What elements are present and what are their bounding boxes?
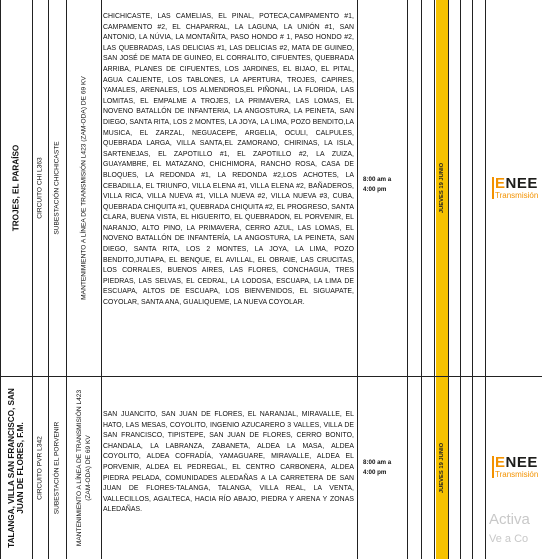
- grid-line: [472, 0, 473, 559]
- sector-cell: [0, 376, 32, 559]
- circuit-cell: [32, 376, 48, 559]
- schedule-date: JUEVES 19 JUNIO: [439, 442, 445, 493]
- logo-accent-bar: [492, 456, 494, 478]
- affected-places: SAN JUANCITO, SAN JUAN DE FLORES, EL NARANJAL, MIRAVALLE, EL HATO, LAS MESAS, COYOLITO, INGENIO AZUCARERO 3 VALLES, VILLA DE SAN FRANCISCO, TIPISTEPE, SAN JUAN DE FLORES, CERRO BONITO, CHANDALA, LA LABRANZA, ZABANETA, ALDEA LA MASA, ALDEA COYOLITO, ALDEA COFRADÍA, YAMAGUARE, MIRAVALLE, ALDEA EL PORVENIR, ALDEA EL PEDREGAL, EL CENTRO CARBONERA, ALDEA PIEDRA PELADA, COMUNIDADES ALEDAÑAS A LA CARRETERA DE SAN JUAN DE FLORES-TALANGA, TALANGA, VILLA REAL, LA VENTA, VALLECILLOS, AGALTECA, HACIA RÍO ABAJO, PIEDRA Y ARENA Y ZONAS ALEDAÑAS.: [103, 411, 354, 514]
- maintenance-description: MANTENIMIENTO A LÍNEA DE TRANSMISIÓN L423 (ZAM-ODA) DE 69 KV: [75, 389, 92, 546]
- grid-line: [48, 0, 49, 559]
- sector-name: TROJES, EL PARAÍSO: [11, 144, 21, 232]
- grid-line: [407, 0, 408, 559]
- circuit-name: CIRCUITO CHI L363: [36, 157, 44, 219]
- grid-line: [448, 0, 449, 559]
- schedule-date: JUEVES 19 JUNIO: [439, 162, 445, 214]
- date-column: [436, 376, 448, 559]
- substation-cell: [48, 376, 66, 559]
- sector-cell: [0, 0, 32, 376]
- activation-watermark-subtext: Ve a Co: [489, 533, 529, 545]
- circuit-name: CIRCUITO PVR L342: [36, 435, 44, 500]
- logo-wordmark: ENEE: [495, 175, 538, 192]
- date-column: [436, 0, 448, 376]
- row-divider: [0, 376, 542, 377]
- grid-line: [421, 0, 422, 559]
- logo-subtitle: Transmisión: [495, 470, 539, 479]
- maintenance-description: MANTENIMIENTO A LÍNEA DE TRANSMISIÓN L423 (ZAM-ODA) DE 69 KV: [80, 76, 87, 300]
- grid-line: [32, 0, 33, 559]
- logo-subtitle: Transmisión: [495, 191, 539, 200]
- logo-wordmark: ENEE: [495, 454, 538, 471]
- grid-line: [357, 0, 358, 559]
- schedule-time: 8:00 am a 4:00 pm: [363, 459, 392, 476]
- grid-line: [485, 0, 486, 559]
- grid-line: [460, 0, 461, 559]
- logo-accent-bar: [492, 177, 494, 199]
- grid-line: [434, 0, 435, 559]
- grid-line: [66, 0, 67, 559]
- enee-transmision-logo: [495, 177, 538, 200]
- substation-name: SUBESTACIÓN CHICHICASTE: [53, 141, 61, 235]
- grid-line: [0, 0, 1, 559]
- substation-cell: [48, 0, 66, 376]
- substation-name: SUBESTACIÓN EL PORVENIR: [53, 421, 61, 514]
- schedule-time: 8:00 am a 4:00 pm: [363, 176, 392, 193]
- enee-transmision-logo: [495, 456, 538, 479]
- affected-places: CHICHICASTE, LAS CAMELIAS, EL PINAL, POTECA,CAMPAMENTO #1, CAMPAMENTO #2, EL CHAPARRAL, LA LAGUNA, LA UNIÓN #1, SAN ANTONIO, LA NÚVIA, LA MONTAÑITA, PASO HONDO # 1, PASO HONDO #2, LAS QUEBRADAS, LAS DELICIAS #1, LAS DELICIAS #2, MATA DE GUINEO, SAN JOSÉ DE MATA DE GUINEO, EL CORRALITO, CIFUENTES, QUEBRADA ARRIBA, PLANES DE CIFUENTES, LOS JARDINES, EL BIJAO, EL PITAL, AGUA CALIENTE, LOS TABLONES, LA APERTURA, TROJES, CAPIRES, YAMALES, ARENALES, LOS ALMENDROS,EL PIÑONAL, LA FLORIDA, LAS LOMITAS, EL EMPALME A TROJES, LA PRIMAVERA, LAS LOMAS, EL NOVENO BATALLÓN DE INFANTERIA, LA ANGOSTURA, LA PEINETA, SAN DIEGO, SANTA RITA, LOS 2 MONTES, LA JOYA, LA LIMA, POZO BENDITO,LA MUSICA, EL ZARZAL, NEGUACEPE, ARGELIA, OCULI, CALPULES, QUEBRADA LARGA, VILLA SANTA,EL ZAMORANO, CHIRINAS, LA ISLA, SARTENEJAS, EL ZAPOTILLO #1, EL ZAPOTILLO #2, LA ZUIZA, GUAYAMBRE, EL MATAZANO, CHICHIMORA, RANCHO ROSA, CASA DE BLOQUES, LA REDONDA #1, LA REDONDA #2,LOS ACHOTES, LA CEBADILLA, EL TRIUNFO, VILLA ELENA #1, VILLA ELENA #2, BAÑADEROS, VILLA RICA, VILLA NUEVA #1, VILLA NUEVA #2, VILLA NUEVA #3, CUBA, QUEBRADA CHIQUITA #1, QUEBRADA CHIQUITA #2, EL PROGRESO, SANTA CLARA, BUENA VISTA, EL HIGUERITO, EL QUEBRADON, EL PORVENIR, EL NARANJO, ALTO PINO, LA PRIMAVERA, CERRO AZUL, LAS LOMAS, EL NOVENO BATALLÓN DE INFANTERÍA, LA ANGOSTURA, LA PEINETA, SAN DIEGO, SANTA RITA, LOS 2 MONTES, LA JOYA, LA LIMA, POZO BENDITO,JUTIAPA, EL BENQUE, EL AVILLAL, EL OBRAIE, LAS CRUCITAS, LOS CORRALES, BUENOS AIRES, LAS FLORES, CONCHAGUA, TRES PIEDRAS, LAS SELVAS, EL CEDRAL, LA LODOSA, ESCUAPA, LA LIMA DE ESCUAPA, ALTOS DE ESCUAPA, LOS BIENVENIDOS, EL SIGUAPATE, COYOLAR, SANTA ANA, GUALIQUEME, LA NUEVA COYOLAR.: [103, 13, 354, 307]
- maintenance-cell: [66, 376, 101, 559]
- circuit-cell: [32, 0, 48, 376]
- sector-name: TALANGA, VILLA SAN FRANCISCO, SAN JUAN DE FLORES, F.M.: [7, 387, 25, 548]
- grid-line: [101, 0, 102, 559]
- maintenance-cell: [66, 0, 101, 376]
- activation-watermark: Activa: [489, 511, 530, 528]
